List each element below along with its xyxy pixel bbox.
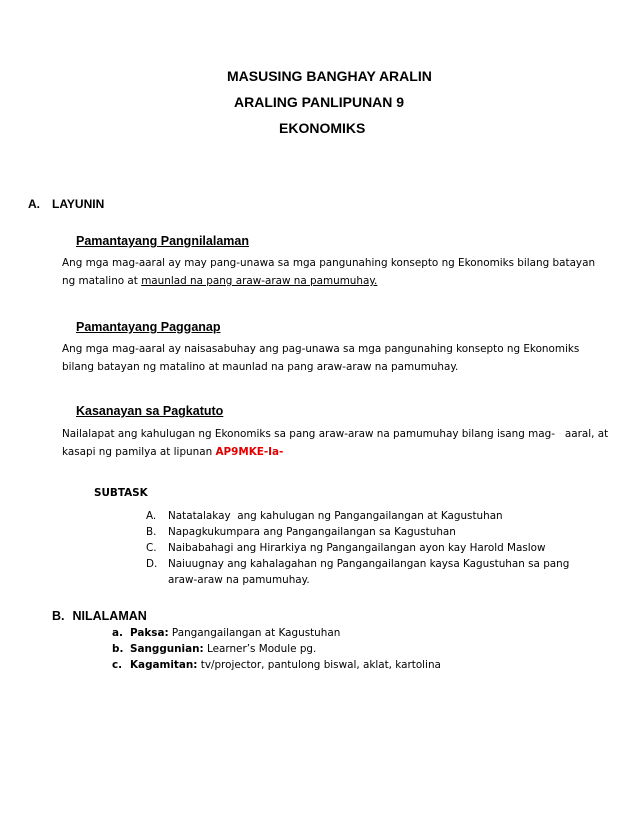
subtask-item xyxy=(146,556,586,588)
section-a-title: LAYUNIN xyxy=(52,197,105,211)
section-a-heading xyxy=(28,197,104,211)
subtask-item xyxy=(146,524,586,540)
content-item xyxy=(112,641,592,657)
content-list xyxy=(112,625,592,673)
subtask-item xyxy=(146,540,586,556)
content-label: Kagamitan: xyxy=(130,659,198,671)
content-marker: b. xyxy=(112,643,124,655)
section-b-heading xyxy=(52,609,147,623)
course-title: EKONOMIKS xyxy=(279,120,366,136)
content-label: Paksa: xyxy=(130,627,169,639)
subtask-text: Naiuugnay ang kahalagahan ng Pangangailangan kaysa Kagustuhan sa pang araw-araw na pamumuhay. xyxy=(168,558,570,586)
competency-code: AP9MKE-Ia- xyxy=(215,446,284,458)
subject-title: ARALING PANLIPUNAN 9 xyxy=(234,94,405,110)
subtask-item xyxy=(146,508,586,524)
content-standard-heading: Pamantayang Pangnilalaman xyxy=(76,234,249,248)
competency-text-body: Nailalapat ang kahulugan ng Ekonomiks sa pang araw-araw na pamumuhay bilang isang mag- aaral, at kasapi ng pamilya at lipunan xyxy=(62,428,612,458)
competency-text xyxy=(62,425,610,461)
section-a-letter: A. xyxy=(28,197,40,211)
content-standard-text xyxy=(62,254,610,290)
competency-heading: Kasanayan sa Pagkatuto xyxy=(76,404,224,418)
document-title: MASUSING BANGHAY ARALIN xyxy=(227,68,432,84)
section-b-title: NILALAMAN xyxy=(72,609,147,623)
section-b-letter: B. xyxy=(52,609,65,623)
content-value: tv/projector, pantulong biswal, aklat, kartolina xyxy=(197,659,441,671)
content-standard-text-underlined: maunlad na pang araw-araw na pamumuhay. xyxy=(141,275,378,287)
subtask-text: Natatalakay ang kahulugan ng Pangangailangan at Kagustuhan xyxy=(168,510,503,522)
subtask-list xyxy=(146,508,586,588)
subtask-marker: D. xyxy=(146,558,158,570)
content-value: Pangangailangan at Kagustuhan xyxy=(168,627,341,639)
content-standard-text-start: Ang mga mag-aaral ay may pang-unawa sa mga pangunahing konsepto ng Ekonomiks bilang batayan ng matalino at xyxy=(62,257,596,287)
performance-standard-text: Ang mga mag-aaral ay naisasabuhay ang pag-unawa sa mga pangunahing konsepto ng Ekonomiks bilang batayan ng matalino at maunlad na pang araw-araw na pamumuhay. xyxy=(62,343,580,373)
subtask-label: SUBTASK xyxy=(94,487,148,499)
subtask-text: Napagkukumpara ang Pangangailangan sa Kagustuhan xyxy=(168,526,456,538)
content-marker: a. xyxy=(112,627,123,639)
content-label: Sanggunian: xyxy=(130,643,204,655)
content-item xyxy=(112,625,592,641)
performance-standard-heading: Pamantayang Pagganap xyxy=(76,320,221,334)
subtask-marker: A. xyxy=(146,510,157,522)
content-item xyxy=(112,657,592,673)
subtask-marker: B. xyxy=(146,526,157,538)
content-value: Learner’s Module pg. xyxy=(203,643,317,655)
subtask-marker: C. xyxy=(146,542,157,554)
content-marker: c. xyxy=(112,659,123,671)
subtask-text: Naibabahagi ang Hirarkiya ng Pangangailangan ayon kay Harold Maslow xyxy=(168,542,546,554)
